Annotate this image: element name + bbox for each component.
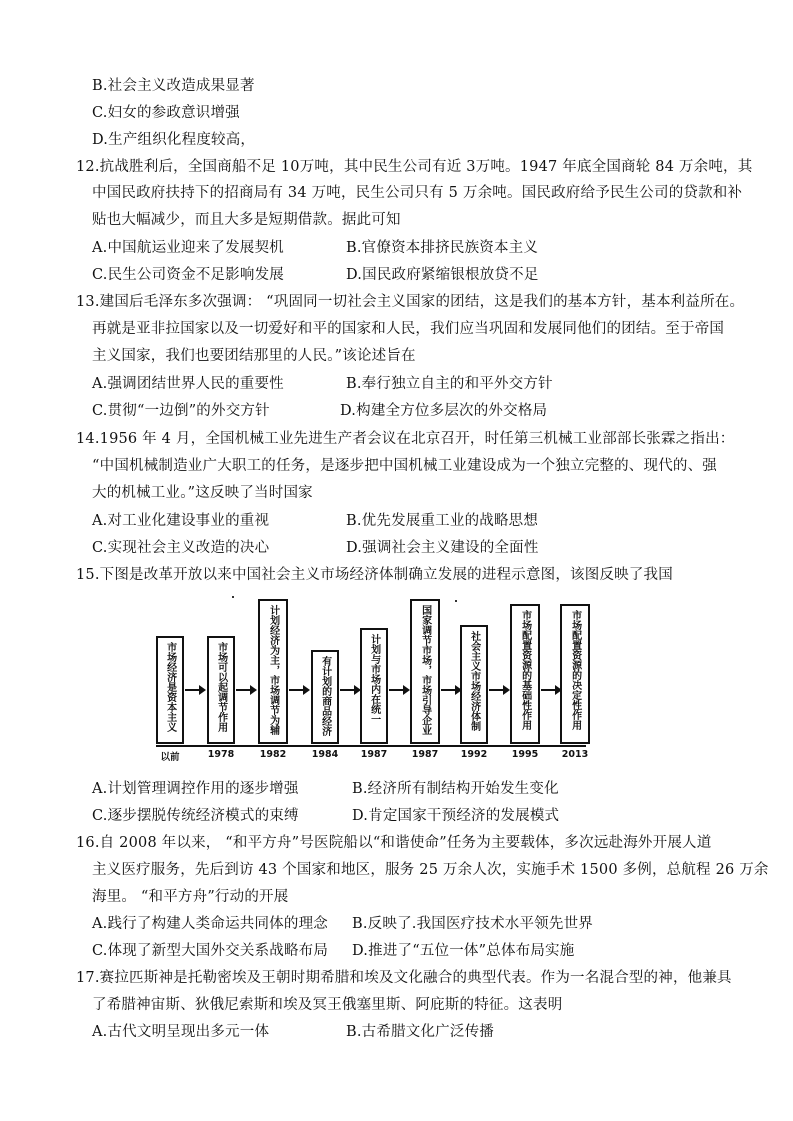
timeline-box-6: 国家调节市场，市场引导企业: [410, 599, 440, 744]
q12-stem-line-3: 贴也大幅减少，而且大多是短期借款。据此可知: [92, 212, 401, 228]
q16-option-d: D.推进了“五位一体”总体布局实施: [352, 943, 575, 959]
q12-option-b: B.官僚资本排挤民族资本主义: [346, 240, 539, 256]
market-economy-timeline-diagram: [150, 594, 598, 766]
q13-option-c: C.贯彻“一边倒”的外交方针: [92, 403, 270, 419]
timeline-year-6: 1987: [411, 749, 439, 760]
timeline-year-8: 1995: [511, 749, 539, 760]
q16-stem-line-1: 16.自 2008 年以来， “和平方舟”号医院船以“和谐使命”任务为主要载体，多次远赴海外开展人道: [76, 835, 712, 851]
q17-stem-line-2: 了希腊神宙斯、狄俄尼索斯和埃及冥王俄塞里斯、阿庇斯的特征。这表明: [92, 997, 563, 1013]
timeline-arrow: [340, 689, 356, 691]
q14-stem-line-2: “中国机械制造业广大职工的任务，是逐步把中国机械工业建设成为一个独立完整的、现代的、强: [92, 458, 718, 474]
q13-option-b: B.奉行独立自主的和平外交方针: [346, 376, 553, 392]
q16-option-b: B.反映了.我国医疗技术水平领先世界: [352, 916, 593, 932]
q13-stem-line-2: 再就是亚非拉国家以及一切爱好和平的国家和人民，我们应当巩固和发展同他们的团结。至于帝国: [92, 321, 725, 337]
q12-option-d: D.国民政府紧缩银根放贷不足: [346, 267, 539, 283]
q13-stem-line-1: 13.建国后毛泽东多次强调： “巩固同一切社会主义国家的团结，这是我们的基本方针，基本利益所在。: [76, 294, 745, 310]
timeline-year-1: 以前: [160, 752, 180, 763]
timeline-year-4: 1984: [311, 749, 339, 760]
timeline-box-7: 社会主义市场经济体制: [460, 625, 488, 744]
q17-stem-line-1: 17.赛拉匹斯神是托勒密埃及王朝时期希腊和埃及文化融合的典型代表。作为一名混合型的神，他兼具: [76, 970, 732, 986]
timeline-box-4: 有计划的商品经济: [311, 650, 339, 744]
q11-option-c: C.妇女的参政意识增强: [92, 105, 240, 121]
timeline-box-8: 市场配置资源的基础性作用: [510, 604, 540, 744]
q14-option-d: D.强调社会主义建设的全面性: [346, 540, 539, 556]
q17-option-b: B.古希腊文化广泛传播: [346, 1024, 494, 1040]
timeline-year-3: 1982: [259, 749, 287, 760]
timeline-arrow: [389, 689, 405, 691]
q11-option-b: B.社会主义改造成果显著: [92, 78, 255, 94]
timeline-axis: [156, 745, 586, 747]
timeline-box-3: 计划经济为主，市场调节为辅: [258, 599, 288, 744]
q14-option-c: C.实现社会主义改造的决心: [92, 540, 270, 556]
timeline-box-2: 市场可以起调节作用: [207, 636, 235, 744]
q14-option-a: A.对工业化建设事业的重视: [92, 513, 270, 529]
q15-option-c: C.逐步摆脱传统经济模式的束缚: [92, 808, 299, 824]
q15-stem-line-1: 15.下图是改革开放以来中国社会主义市场经济体制确立发展的进程示意图，该图反映了我国: [76, 567, 673, 583]
q15-option-a: A.计划管理调控作用的逐步增强: [92, 781, 299, 797]
q13-stem-line-3: 主义国家，我们也要团结那里的人民。”该论述旨在: [92, 348, 416, 364]
timeline-box-5: 计划与市场内在统一: [360, 628, 388, 744]
timeline-box-9: 市场配置资源的决定性作用: [560, 604, 590, 744]
q12-stem-line-2: 中国民政府扶持下的招商局有 34 万吨，民生公司只有 5 万余吨。国民政府给予民生公司的贷款和补: [92, 185, 743, 201]
q14-option-b: B.优先发展重工业的战略思想: [346, 513, 539, 529]
q17-option-a: A.古代文明呈现出多元一体: [92, 1024, 270, 1040]
q12-option-a: A.中国航运业迎来了发展契机: [92, 240, 284, 256]
timeline-year-5: 1987: [360, 749, 388, 760]
q15-option-d: D.肯定国家干预经济的发展模式: [352, 808, 560, 824]
q15-option-b: B.经济所有制结构开始发生变化: [352, 781, 559, 797]
timeline-arrow: [289, 689, 305, 691]
q16-option-c: C.体现了新型大国外交关系战略布局: [92, 943, 329, 959]
timeline-arrow: [236, 689, 252, 691]
timeline-arrow: [489, 689, 505, 691]
timeline-year-7: 1992: [460, 749, 488, 760]
q16-stem-line-2: 主义医疗服务，先后到访 43 个国家和地区，服务 25 万余人次，实施手术 1500 多例，总航程 26 万余: [92, 862, 769, 878]
timeline-year-2: 1978: [207, 749, 235, 760]
q14-stem-line-1: 14.1956 年 4 月，全国机械工业先进生产者会议在北京召开，时任第三机械工业部部长张霖之指出：: [76, 431, 735, 447]
q16-stem-line-3: 海里。 “和平方舟”行动的开展: [92, 889, 289, 905]
q14-stem-line-3: 大的机械工业。”这反映了当时国家: [92, 485, 313, 501]
timeline-arrow: [185, 689, 201, 691]
timeline-box-1: 市场经济是资本主义: [156, 636, 184, 744]
q12-stem-line-1: 12.抗战胜利后，全国商船不足 10万吨，其中民生公司有近 3万吨。1947 年底全国商轮 84 万余吨，其: [76, 159, 753, 175]
scan-dot: [232, 596, 234, 598]
timeline-arrow: [541, 689, 557, 691]
timeline-arrow: [441, 689, 457, 691]
q12-option-c: C.民生公司资金不足影响发展: [92, 267, 284, 283]
q13-option-d: D.构建全方位多层次的外交格局: [340, 403, 548, 419]
scan-dot: [455, 600, 457, 602]
q11-option-d: D.生产组织化程度较高，: [92, 132, 256, 148]
q16-option-a: A.践行了构建人类命运共同体的理念: [92, 916, 328, 932]
q13-option-a: A.强调团结世界人民的重要性: [92, 376, 284, 392]
timeline-year-9: 2013: [561, 749, 589, 760]
